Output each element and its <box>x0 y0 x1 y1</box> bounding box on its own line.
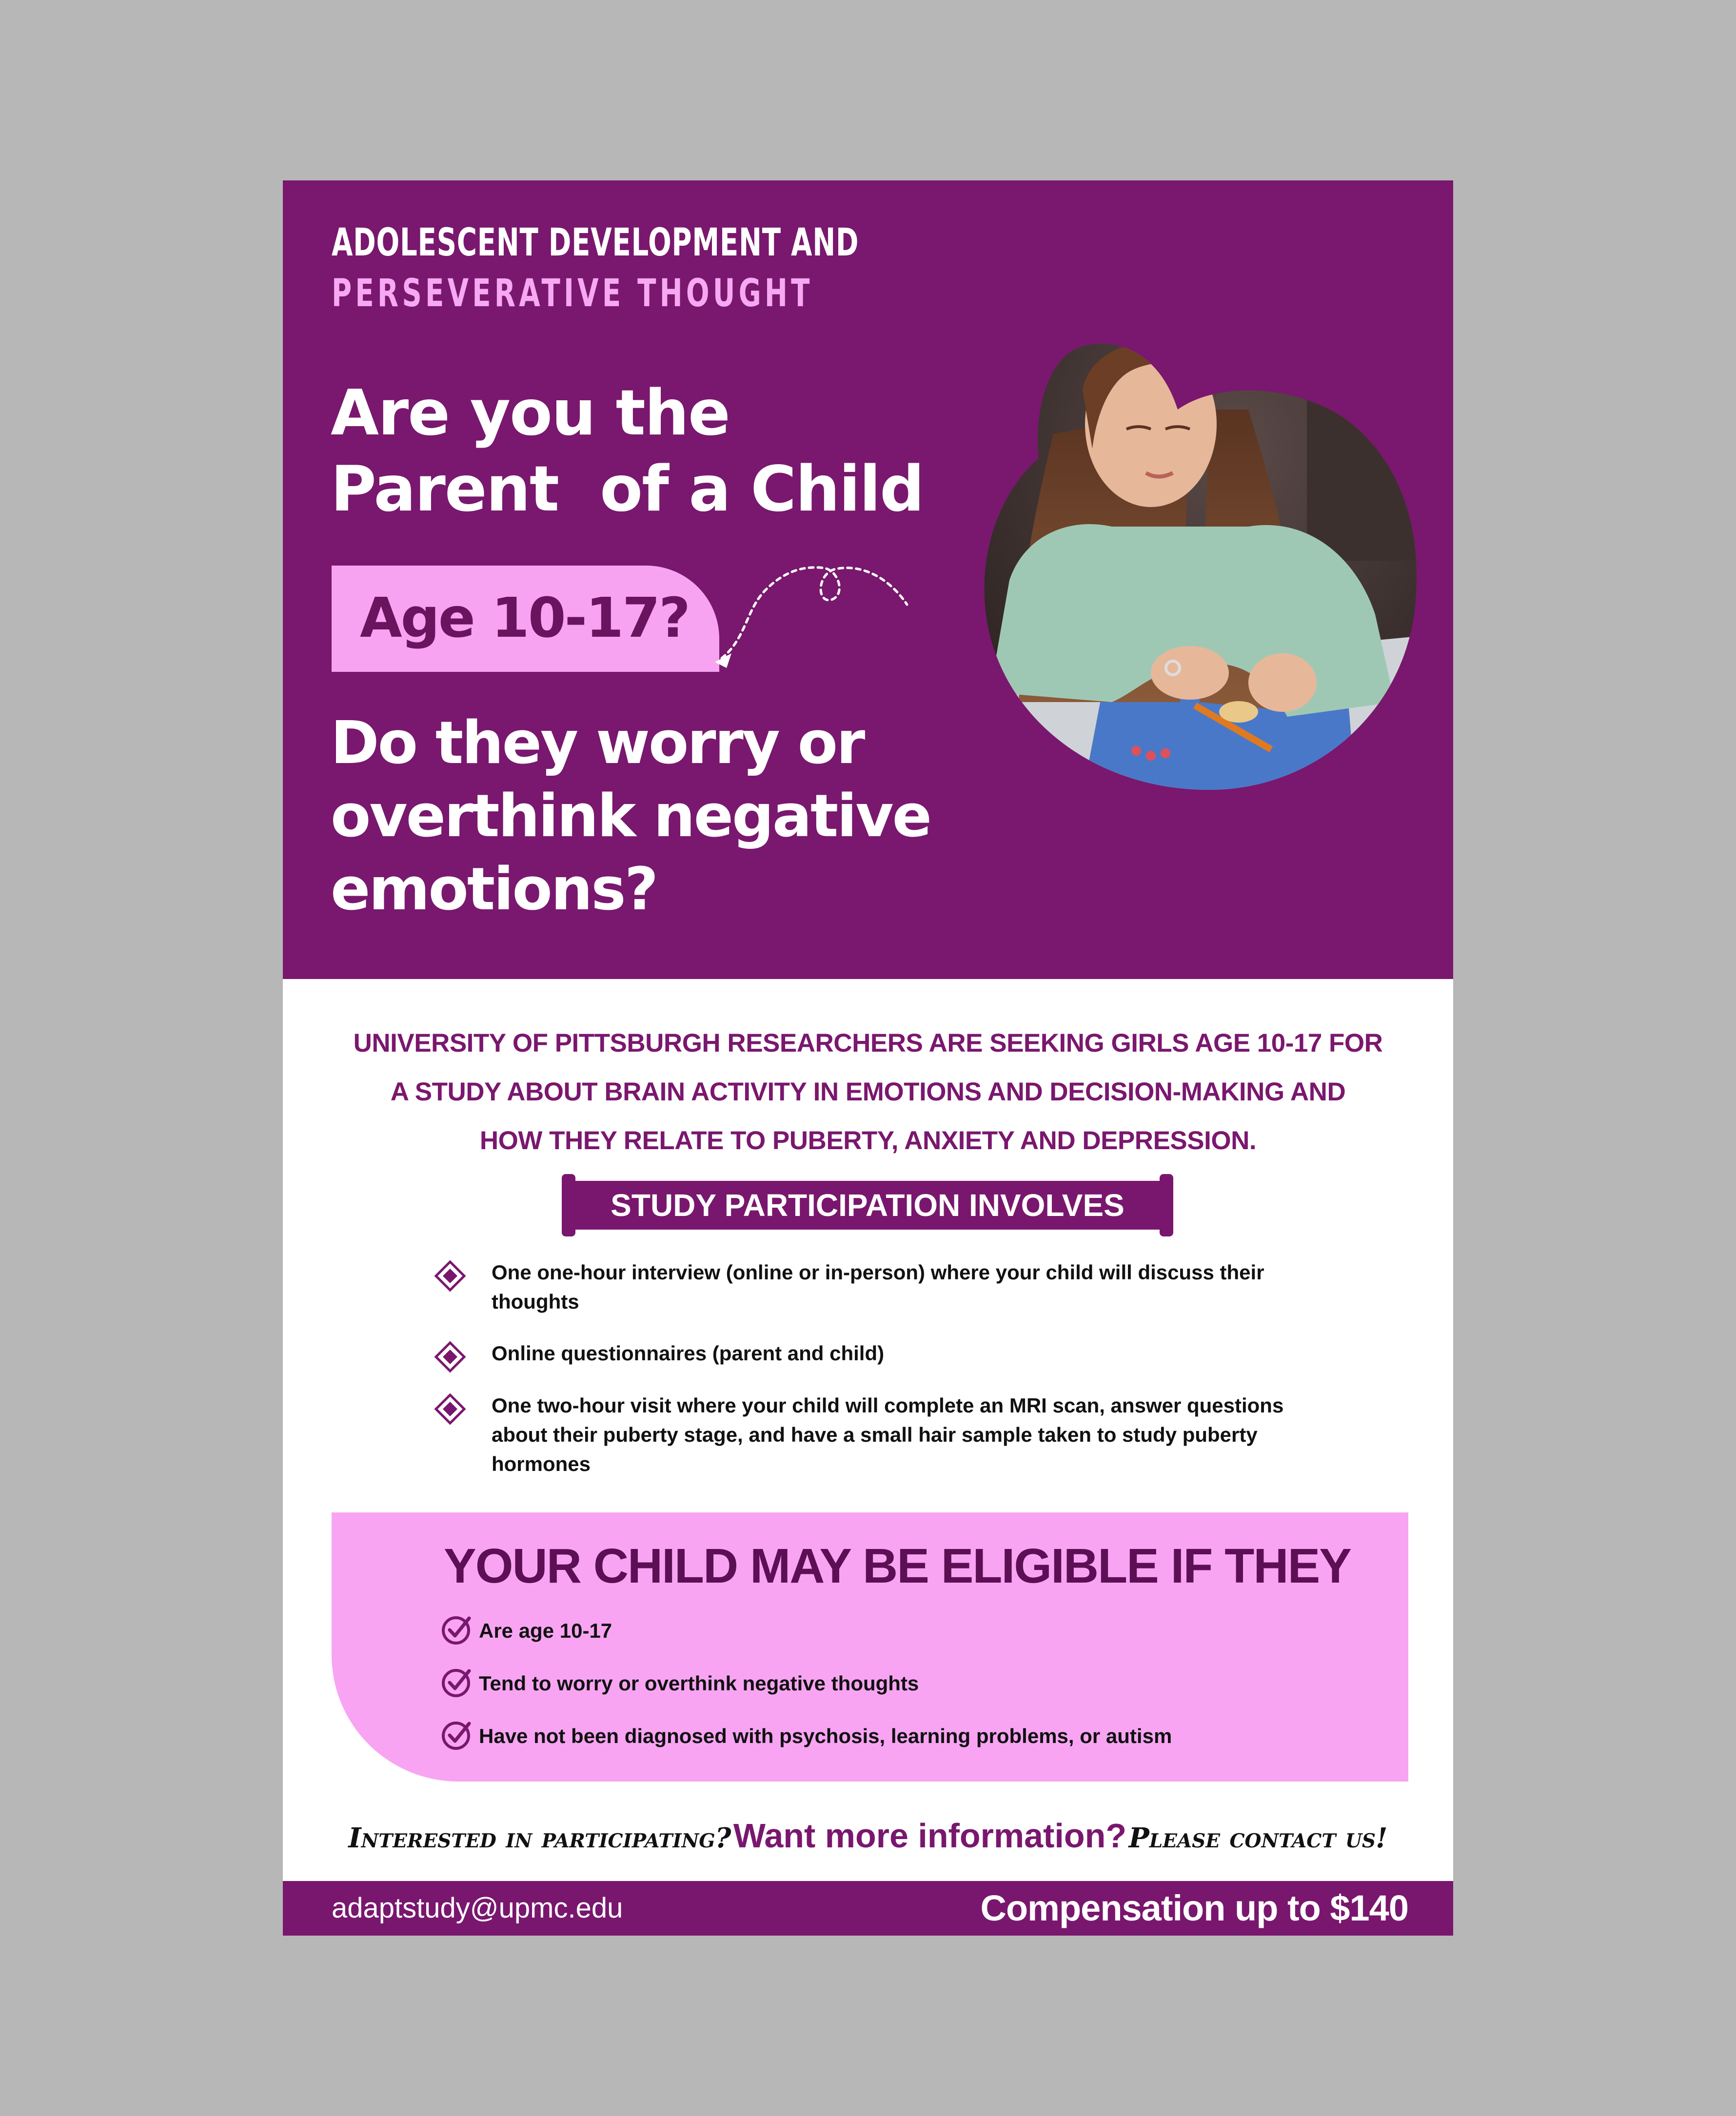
diamond-bullet-icon <box>434 1341 466 1373</box>
check-circle-icon <box>440 1612 474 1646</box>
eligibility-item-text: Have not been diagnosed with psychosis, learning problems, or autism <box>479 1724 1172 1747</box>
age-label: Age 10-17? <box>360 587 689 650</box>
diamond-bullet-icon <box>434 1393 466 1425</box>
contact-prompt <box>283 1809 1453 1872</box>
parent-question-line1: Are you the <box>331 377 730 450</box>
check-circle-icon <box>440 1665 474 1699</box>
dotted-arrow-icon <box>712 536 917 678</box>
compensation-text: Compensation up to $140 <box>980 1888 1408 1928</box>
contact-prompt-part3: Please contact us! <box>1128 1822 1388 1854</box>
list-item <box>440 1718 1366 1755</box>
study-title-line2: PERSEVERATIVE THOUGHT <box>332 272 813 315</box>
footer-bar <box>283 1881 1453 1936</box>
participation-banner <box>562 1174 1173 1236</box>
worry-question-line1: Do they worry or <box>331 709 864 777</box>
worry-question-line2: overthink negative <box>331 783 930 850</box>
worry-question-line3: emotions? <box>331 856 657 923</box>
parent-question <box>331 375 924 528</box>
list-item <box>440 1665 1366 1702</box>
contact-email-link[interactable]: adaptstudy@upmc.edu <box>332 1892 623 1924</box>
study-description-line1: UNIVERSITY OF PITTSBURGH RESEARCHERS ARE SEEKING GIRLS AGE 10-17 FOR <box>353 1029 1383 1058</box>
participation-heading: STUDY PARTICIPATION INVOLVES <box>611 1188 1124 1223</box>
participation-item-text: One one-hour interview (online or in-person) where your child will discuss their thoughts <box>492 1261 1264 1313</box>
list-item <box>440 1612 1366 1649</box>
age-badge <box>332 566 719 672</box>
flyer <box>283 180 1453 1936</box>
hero-section <box>283 180 1453 979</box>
eligibility-item-text: Tend to worry or overthink negative thoughts <box>479 1672 919 1695</box>
diamond-bullet-icon <box>434 1260 466 1292</box>
eligibility-item-text: Are age 10-17 <box>479 1619 612 1642</box>
study-title <box>332 217 859 319</box>
study-description <box>322 1019 1414 1165</box>
check-circle-icon <box>440 1718 474 1752</box>
contact-prompt-part2: Want more information? <box>733 1817 1127 1855</box>
contact-prompt-part1: Interested in participating? <box>348 1822 731 1854</box>
hero-photo <box>907 263 1453 878</box>
participation-item-text: Online questionnaires (parent and child) <box>492 1342 885 1365</box>
participation-item-text: One two-hour visit where your child will complete an MRI scan, answer questions about their puberty stage, and have a small hair sample taken to study puberty hormones <box>492 1394 1284 1475</box>
study-description-line3: HOW THEY RELATE TO PUBERTY, ANXIETY AND DEPRESSION. <box>479 1126 1257 1155</box>
study-description-line2: A STUDY ABOUT BRAIN ACTIVITY IN EMOTIONS AND DECISION-MAKING AND <box>390 1078 1346 1106</box>
parent-question-line2: Parent of a Child <box>331 453 924 526</box>
eligibility-heading: YOUR CHILD MAY BE ELIGIBLE IF THEY <box>444 1539 1351 1593</box>
eligibility-box <box>332 1512 1408 1782</box>
study-title-line1: ADOLESCENT DEVELOPMENT AND <box>332 221 859 265</box>
